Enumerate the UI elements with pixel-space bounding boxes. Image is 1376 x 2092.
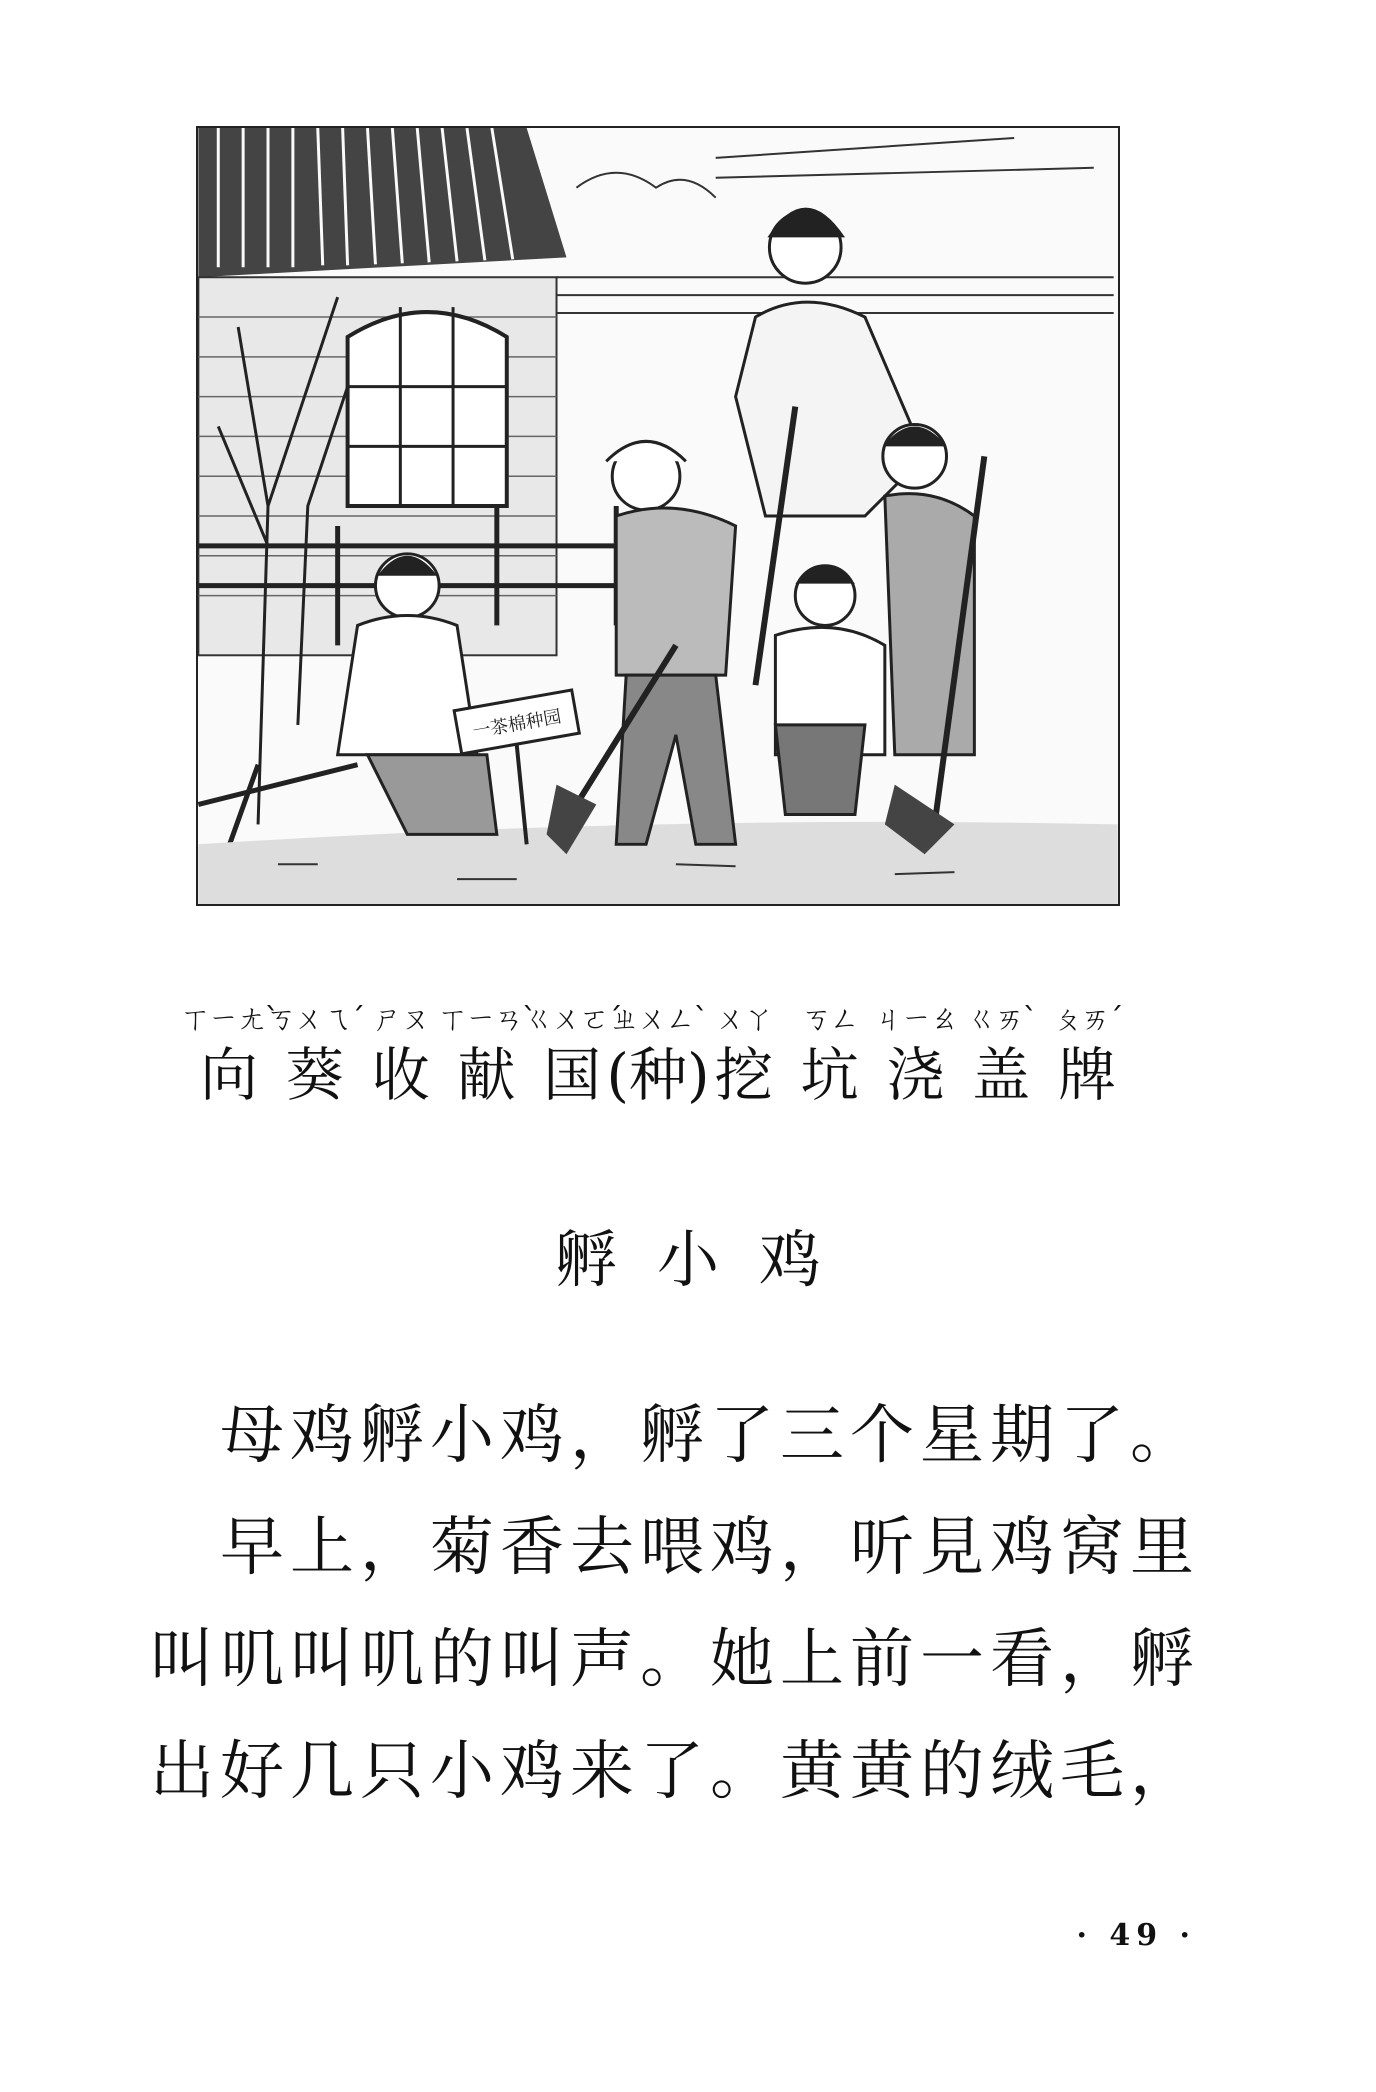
vocab-hanzi: 献 [457, 1041, 516, 1109]
vocab-zhuyin: ㄒㄧㄢˋ [437, 1002, 535, 1037]
vocab-zhuyin: ㄍㄨㄛˊ [523, 1002, 621, 1037]
vocab-zhuyin: ㄓㄨㄥˋ [609, 1002, 707, 1037]
vocab-hanzi: (种) [606, 1041, 710, 1109]
paragraph-line: 早上，菊香去喂鸡，听見鸡窝里 [220, 1511, 1200, 1585]
vocab-hanzi: 葵 [285, 1041, 344, 1109]
vocab-zhuyin: ㄎㄥ [801, 1002, 858, 1037]
planting-scene-drawing [198, 128, 1118, 904]
vocab-zhuyin: ㄒㄧㄤˋ [180, 1002, 278, 1037]
lesson-body [150, 1380, 1230, 1828]
vocab-zhuyin: ㄆㄞˊ [1052, 1002, 1122, 1037]
vocab-item [797, 1000, 863, 1110]
vocab-item [180, 1000, 278, 1110]
vocab-hanzi: 收 [371, 1041, 430, 1109]
vocabulary-row [180, 1000, 1122, 1110]
vocab-hanzi: 坑 [800, 1041, 859, 1109]
vocab-item [266, 1000, 364, 1110]
vocab-item [368, 1000, 434, 1110]
illustration-children-planting [196, 126, 1120, 906]
vocab-hanzi: 挖 [714, 1041, 773, 1109]
garden-sign-text: 一茶棉种园 [471, 706, 563, 743]
lesson-title: 孵小鸡 [554, 1223, 861, 1296]
paragraph-line: 出好几只小鸡来了。黄黄的绒毛， [150, 1735, 1200, 1809]
vocab-zhuyin: ㄍㄞˋ [966, 1002, 1036, 1037]
vocab-item [437, 1000, 535, 1110]
ground [198, 822, 1117, 904]
page-number: · 49 · [1076, 1918, 1196, 1953]
vocab-item [968, 1000, 1034, 1110]
boy-with-bucket [775, 566, 884, 815]
boy-digging [547, 441, 736, 854]
vocab-hanzi: 国 [543, 1041, 602, 1109]
roof [198, 128, 566, 277]
vocab-hanzi: 向 [199, 1041, 258, 1109]
vocab-hanzi: 盖 [972, 1041, 1031, 1109]
boy-with-hoe [883, 424, 984, 854]
paragraph-line: 母鸡孵小鸡，孵了三个星期了。 [220, 1399, 1200, 1473]
vocab-hanzi: 浇 [886, 1041, 945, 1109]
vocab-item [873, 1000, 958, 1110]
vocab-hanzi: 牌 [1057, 1041, 1116, 1109]
paragraph-line: 叫叽叫叽的叫声。她上前一看，孵 [150, 1623, 1200, 1697]
vocab-zhuyin: ㄎㄨㄟˊ [266, 1002, 364, 1037]
vocab-item [711, 1000, 777, 1110]
vocab-item [606, 1000, 710, 1110]
house-window [348, 307, 507, 506]
vocab-zhuyin: ㄨㄚ [715, 1002, 772, 1037]
vocab-item [523, 1000, 621, 1110]
vocab-item [1054, 1000, 1120, 1110]
vocab-zhuyin: ㄐㄧㄠ [873, 1002, 958, 1037]
vocab-zhuyin: ㄕㄡ [372, 1002, 429, 1037]
